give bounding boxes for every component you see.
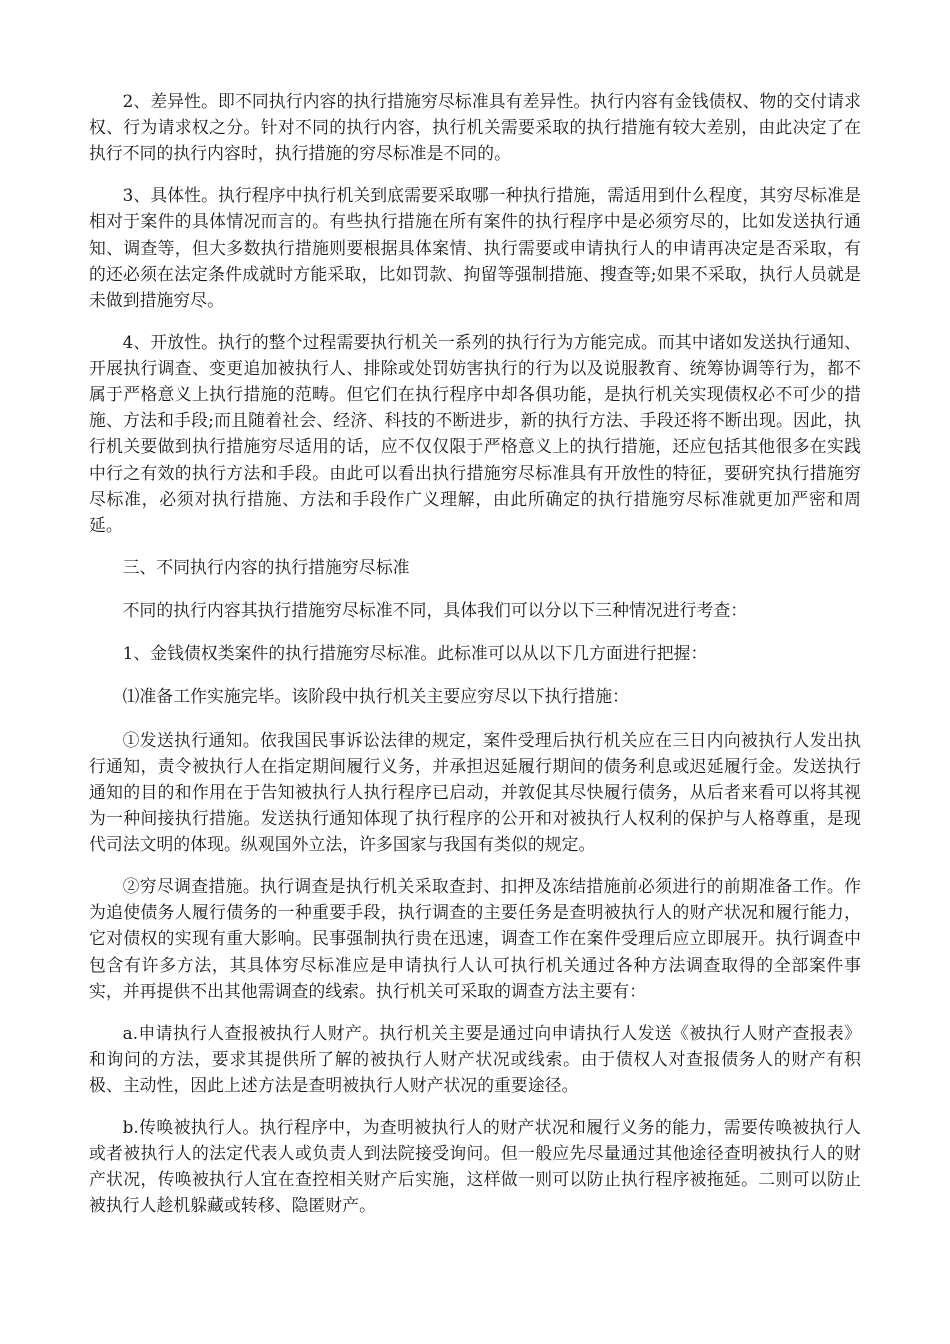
paragraph-item-b: b.传唤被执行人。执行程序中，为查明被执行人的财产状况和履行义务的能力，需要传唤被执行人或者被执行人的法定代表人或负责人到法院接受询问。但一般应先尽量通过其他途径查明被执行人的财产状况，传唤被执行人宜在查控相关财产后实施，这样做一则可以防止执行程序被拖延。二则可以防止被执行人趁机躲藏或转移、隐匿财产。	[89, 1116, 861, 1216]
paragraph-specificity: 3、具体性。执行程序中执行机关到底需要采取哪一种执行措施，需适用到什么程度，其穷尽标准是相对于案件的具体情况而言的。有些执行措施在所有案件的执行程序中是必须穷尽的，比如发送执行通知、调查等，但大多数执行措施则要根据具体案情、执行需要或申请执行人的申请再决定是否采取，有的还必须在法定条件成就时方能采取，比如罚款、拘留等强制措施、搜查等;如果不采取，执行人员就是未做到措施穷尽。	[89, 185, 861, 310]
paragraph-investigation: ②穷尽调查措施。执行调查是执行机关采取查封、扣押及冻结措施前必须进行的前期准备工作。作为追使债务人履行债务的一种重要手段，执行调查的主要任务是查明被执行人的财产状况和履行能力，它对债权的实现有重大影响。民事强制执行贵在迅速，调查工作在案件受理后应立即展开。执行调查中包含有许多方法，其具体穷尽标准应是申请执行人认可执行机关通过各种方法调查取得的全部案件事实，并再提供不出其他需调查的线索。执行机关可采取的调查方法主要有：	[89, 876, 861, 1001]
section-heading-three: 三、不同执行内容的执行措施穷尽标准	[122, 556, 410, 577]
paragraph-notice: ①发送执行通知。依我国民事诉讼法律的规定，案件受理后执行机关应在三日内向被执行人发出执行通知，责令被执行人在指定期间履行义务，并承担迟延履行期间的债务利息或迟延履行金。发送执行通知的目的和作用在于告知被执行人执行程序已启动，并敦促其尽快履行债务，从后者来看可以将其视为一种间接执行措施。发送执行通知体现了执行程序的公开和对被执行人权利的保护与人格尊重，是现代司法文明的体现。纵观国外立法，许多国家与我国有类似的规定。	[89, 729, 861, 855]
paragraph-monetary-claims: 1、金钱债权类案件的执行措施穷尽标准。此标准可以从以下几方面进行把握：	[122, 643, 708, 664]
document-page	[89, 88, 861, 1234]
paragraph-intro: 不同的执行内容其执行措施穷尽标准不同，具体我们可以分以下三种情况进行考查：	[122, 599, 748, 620]
paragraph-difference: 2、差异性。即不同执行内容的执行措施穷尽标准具有差异性。执行内容有金钱债权、物的交付请求权、行为请求权之分。针对不同的执行内容，执行机关需要采取的执行措施有较大差别，由此决定了在执行不同的执行内容时，执行措施的穷尽标准是不同的。	[89, 91, 861, 164]
paragraph-preparation: ⑴准备工作实施完毕。该阶段中执行机关主要应穷尽以下执行措施：	[122, 686, 630, 707]
paragraph-item-a: a.申请执行人查报被执行人财产。执行机关主要是通过向申请执行人发送《被执行人财产查报表》和询问的方法，要求其提供所了解的被执行人财产状况或线索。由于债权人对查报债务人的财产有积极、主动性，因此上述方法是查明被执行人财产状况的重要途径。	[89, 1022, 861, 1095]
paragraph-openness: 4、开放性。执行的整个过程需要执行机关一系列的执行行为方能完成。而其中诸如发送执行通知、开展执行调查、变更追加被执行人、排除或处罚妨害执行的行为以及说服教育、统筹协调等行为，都不属于严格意义上执行措施的范畴。但它们在执行程序中却各俱功能，是执行机关实现债权必不可少的措施、方法和手段;而且随着社会、经济、科技的不断进步，新的执行方法、手段还将不断出现。因此，执行机关要做到执行措施穷尽适用的话，应不仅仅限于严格意义上的执行措施，还应包括其他很多在实践中行之有效的执行方法和手段。由此可以看出执行措施穷尽标准具有开放性的特征，要研究执行措施穷尽标准，必须对执行措施、方法和手段作广义理解，由此所确定的执行措施穷尽标准就更加严密和周延。	[89, 331, 861, 536]
